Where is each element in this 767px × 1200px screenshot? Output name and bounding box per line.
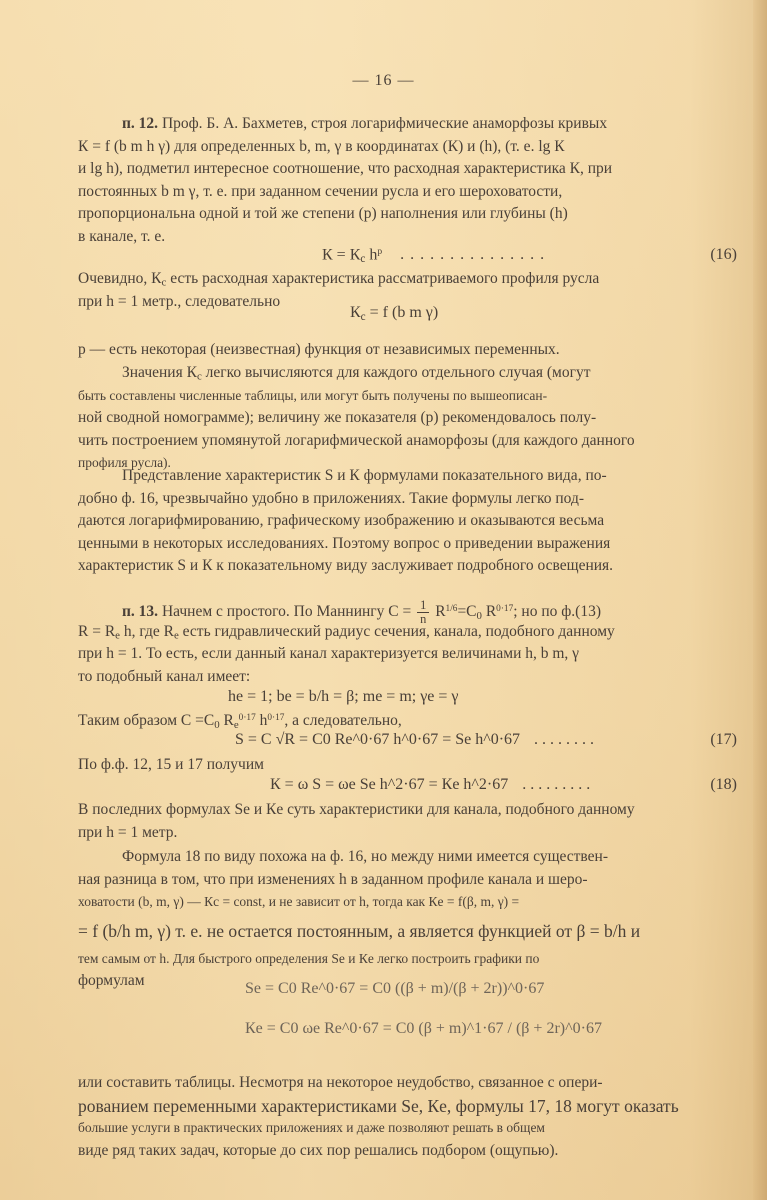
text-line <box>78 510 738 533</box>
text-line <box>78 799 738 822</box>
equation-number-16: (16) <box>710 246 737 263</box>
text-line <box>78 407 738 430</box>
line-text: или составить таблицы. Несмотря на некоторое неудобство, связанное с опери- <box>78 1074 603 1091</box>
eq-sup: p <box>377 246 383 257</box>
line-text: По ф.ф. 12, 15 и 17 получим <box>78 756 264 773</box>
line-text: при h = 1 метр. <box>78 823 178 841</box>
line-text: постоянных b m γ, т. е. при заданном сечении русла и его шероховатости, <box>78 182 563 200</box>
text-line <box>78 1095 738 1118</box>
text-line <box>78 1117 738 1140</box>
representation-paragraph <box>78 465 738 578</box>
eq-text: К = К <box>322 246 361 264</box>
line-text: пропорциональна одной и той же степени (р) наполнения или глубины (h) <box>78 205 568 222</box>
text-line <box>78 181 738 204</box>
text-line <box>78 465 738 488</box>
thus-line <box>78 707 738 730</box>
eq-sub: c <box>360 253 366 266</box>
text-line <box>78 822 738 845</box>
text-line <box>78 1072 738 1095</box>
line-text: быть составлены численные таблицы, или могут быть получены по вышеописан- <box>78 387 548 403</box>
final-paragraph <box>78 1072 738 1162</box>
sub: c <box>196 370 202 383</box>
line-text: и lg h), подметил интересное соотношение, что расходная характеристика К, при <box>78 160 613 177</box>
line-text: ховатости (b, m, γ) — Кc = const, и не зависит от h, тогда как Кe = f(β, m, γ) = <box>78 894 520 909</box>
line-text: есть гидравлический радиус сечения, канала, подобного данному <box>178 622 615 640</box>
text-line <box>78 203 738 226</box>
eq-dots: . . . . . . . . . <box>522 776 591 793</box>
equation-similar-channel: he = 1; be = b/h = β; me = m; γe = γ <box>228 688 459 705</box>
text-line <box>78 226 738 249</box>
sub: e <box>115 629 120 642</box>
last-formulas-paragraph <box>78 799 738 844</box>
text-line <box>78 666 738 689</box>
line-text: h, где R <box>120 622 174 640</box>
text-line <box>78 869 738 892</box>
text-line <box>78 136 738 159</box>
line-text: тем самым от h. Для быстрого определения Se и Кe легко построить графики по <box>78 950 540 966</box>
line-text: ная разница в том, что при изменениях h в заданном профиле канала и шеро- <box>78 870 588 888</box>
line-text: добно ф. 16, чрезвычайно удобно в приложениях. Такие формулы легко под- <box>78 489 585 507</box>
text-line <box>78 113 738 136</box>
equation-ke: Кe = C0 ωe Re^0·67 = C0 (β + m)^1·67 / (β + 2r)^0·67 <box>245 1020 602 1037</box>
text-line <box>78 158 738 181</box>
line-text: легко вычисляются для каждого отдельного случая (могут <box>201 364 591 381</box>
text-line <box>78 621 738 644</box>
sup: 0·17 <box>238 713 256 723</box>
equation-17 <box>235 731 594 749</box>
text-line <box>78 846 738 869</box>
eq-text: К <box>350 304 361 321</box>
sup: 0·17 <box>496 604 514 614</box>
line-text: ценными в некоторых исследованиях. Поэтому вопрос о приведении выражения <box>78 534 611 552</box>
equation-number-18: (18) <box>710 776 737 793</box>
line-text: Значения К <box>122 364 197 381</box>
sub: e <box>173 629 179 642</box>
text-line <box>78 948 738 971</box>
line-text: = f (b/h m, γ) т. е. не остается постоянным, а является функцией от β = b/h и <box>78 920 641 941</box>
text-line <box>78 643 738 666</box>
frac-num: 1 <box>417 599 429 613</box>
equation-se: Se = C0 Re^0·67 = C0 ((β + m)/(β + 2r))^0·67 <box>245 980 545 997</box>
line-text: есть расходная характеристика рассматриваемого профиля русла <box>166 270 600 287</box>
eq-text: S = C √R = C0 Re^0·67 h^0·67 = Se h^0·67 <box>235 731 521 748</box>
text-line <box>78 339 738 362</box>
sub: 0 <box>214 718 220 731</box>
eq-text: К = ω S = ωe Se h^2·67 = Кe h^2·67 <box>270 776 509 793</box>
line-text: R <box>219 712 234 730</box>
line-text: рованием переменными характеристиками Se, Кe, формулы 17, 18 могут оказать <box>78 1095 679 1116</box>
section-13-paragraph <box>78 598 738 688</box>
line-text: даются логарифмированию, графическому изображению и оказываются весьма <box>78 512 605 529</box>
line-text: большие услуги в практических приложениях и даже позволяют решать в общем <box>78 1120 545 1135</box>
page-number: — 16 — <box>352 72 415 89</box>
line-text: в канале, т. е. <box>78 227 166 245</box>
eq-text: = f (b m γ) <box>365 304 439 321</box>
line-text: характеристик S и К к показательному виду заслуживает подробного освещения. <box>78 557 614 574</box>
section-label: п. 13. <box>122 603 159 621</box>
eq-text: h <box>365 246 378 264</box>
text-line <box>78 430 738 453</box>
page-edge-shadow <box>753 0 767 1200</box>
section-label: п. 12. <box>122 115 159 132</box>
line-text: R = R <box>78 622 116 640</box>
text-line <box>78 914 738 948</box>
line-text: h <box>255 712 268 730</box>
sup: 1/6 <box>445 604 458 614</box>
per-formulas-line <box>78 754 738 777</box>
eq-dots: . . . . . . . . . . . . . . . <box>400 246 546 264</box>
equation-number-17: (17) <box>710 731 737 748</box>
line-text: К = f (b m h γ) для определенных b, m, γ в координатах (К) и (h), (т. е. lg К <box>78 137 565 155</box>
line-text: Таким образом C =C <box>78 712 215 730</box>
line-text: то подобный канал имеет: <box>78 667 251 685</box>
text-line <box>78 488 738 511</box>
text-line <box>78 1140 738 1163</box>
line-text: =C <box>457 603 477 621</box>
line-text: профиля русла). <box>78 455 171 470</box>
frac-den: n <box>420 612 427 627</box>
line-text: В последних формулах Se и Кe суть характеристики для канала, подобного данному <box>78 801 635 818</box>
line-text: R <box>431 603 446 621</box>
equation-18 <box>270 776 590 794</box>
line-text: Очевидно, К <box>78 270 162 287</box>
p-definition <box>78 339 738 362</box>
sub: e <box>233 718 239 731</box>
eq-dots: . . . . . . . . <box>534 731 595 748</box>
line-text: Проф. Б. А. Бахметев, строя логарифмические анаморфозы кривых <box>161 115 608 132</box>
formula-18-paragraph <box>78 846 738 993</box>
section-12-paragraph <box>78 113 738 248</box>
text-line <box>78 533 738 556</box>
sup: 0·17 <box>267 713 285 723</box>
text-line <box>78 555 738 578</box>
line-text: R <box>481 603 497 621</box>
line-text: Начнем с простого. По Маннингу C = <box>161 603 416 621</box>
text-line <box>78 362 738 385</box>
equation-16 <box>322 246 545 265</box>
eq-sub: c <box>360 310 366 323</box>
sub: 0 <box>476 609 482 622</box>
line-text: Представление характеристик S и К формулами показательного вида, по- <box>122 467 607 484</box>
line-text: р — есть некоторая (неизвестная) функция от независимых переменных. <box>78 341 560 358</box>
values-paragraph <box>78 362 738 475</box>
line-text: виде ряд таких задач, которые до сих пор решались подбором (ощупью). <box>78 1141 559 1159</box>
line-text: Формула 18 по виду похожа на ф. 16, но между ними имеется существен- <box>122 848 608 865</box>
text-line <box>78 754 738 777</box>
text-line <box>78 707 738 730</box>
text-line <box>78 598 738 627</box>
sub: c <box>161 276 167 289</box>
line-text: , а следовательно, <box>284 712 402 730</box>
equation-kc <box>350 304 438 323</box>
line-text: при h = 1 метр., следовательно <box>78 292 281 310</box>
line-text: ; но по ф.(13) <box>513 603 601 621</box>
line-text: ной сводной номограмме); величину же показателя (р) рекомендовалось полу- <box>78 409 597 426</box>
line-text: чить построением упомянутой логарифмической анаморфозы (для каждого данного <box>78 431 635 449</box>
text-line <box>78 268 738 291</box>
text-line <box>78 891 738 914</box>
line-text: формулам <box>78 972 145 989</box>
text-line <box>78 385 738 408</box>
line-text: при h = 1. То есть, если данный канал характеризуется величинами h, b m, γ <box>78 645 580 662</box>
